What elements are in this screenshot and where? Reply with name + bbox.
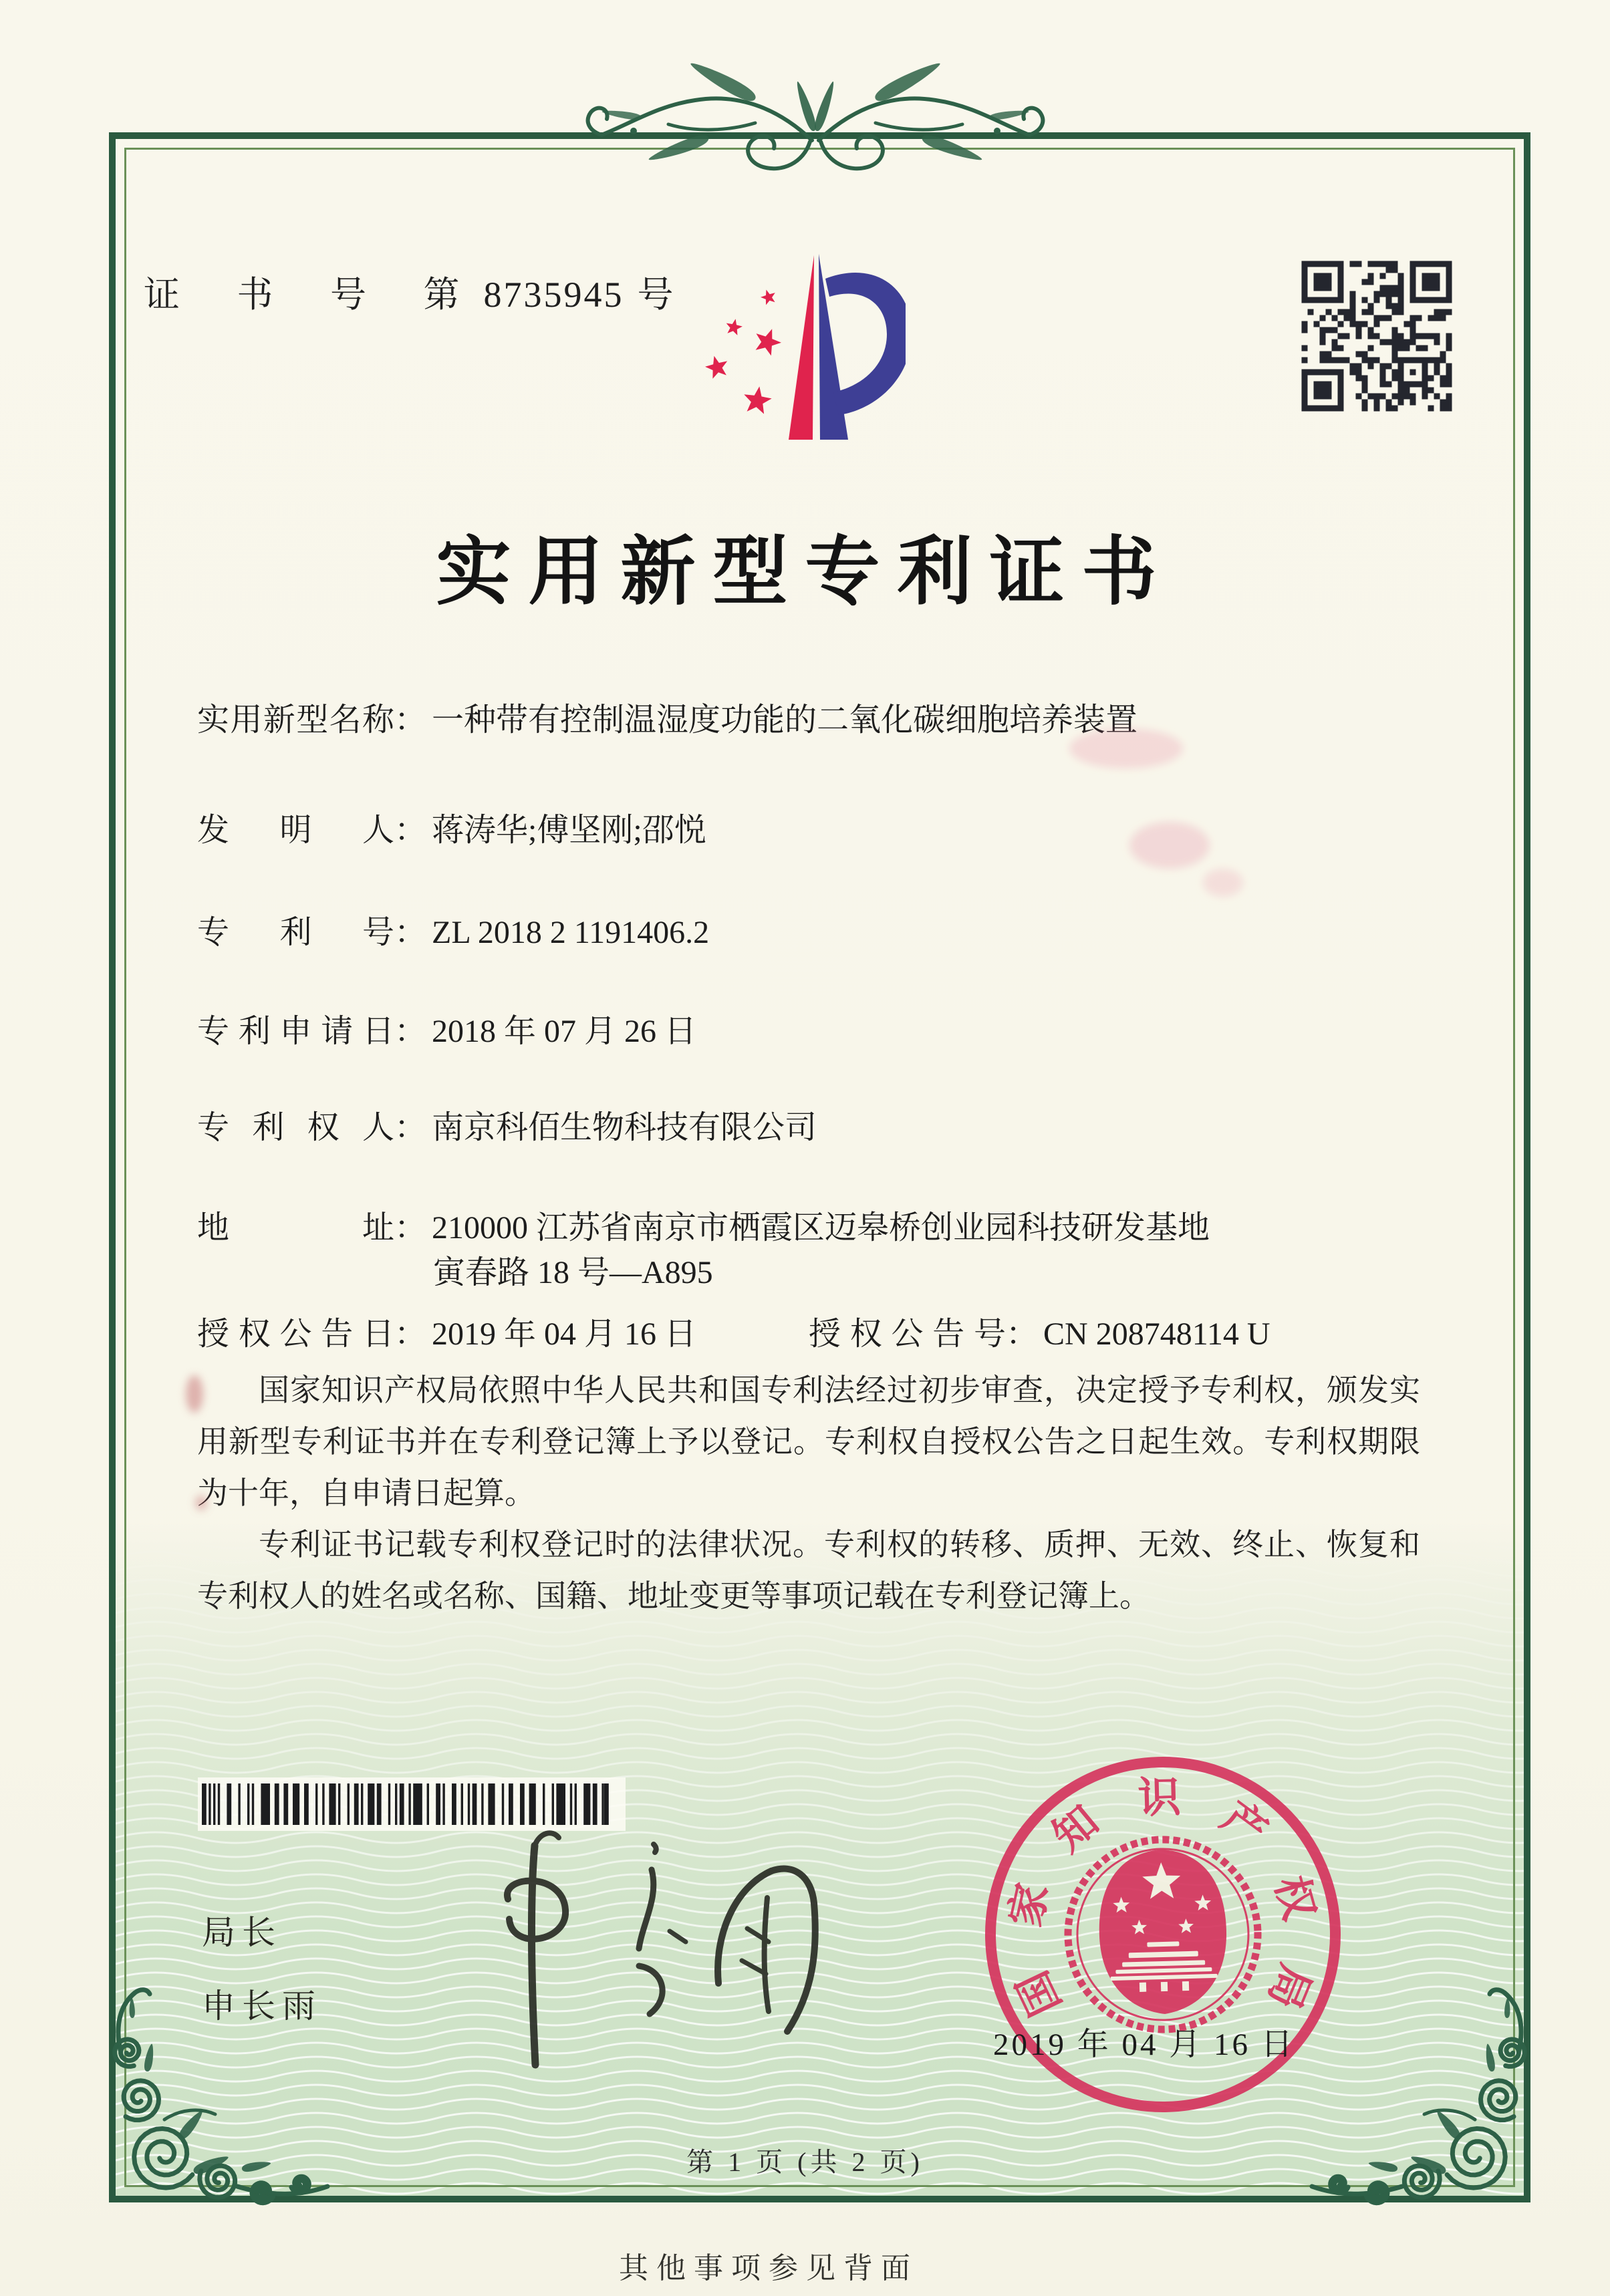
- field-label: 专利权人: [197, 1110, 394, 1145]
- legal-body-text: [197, 1365, 1420, 1622]
- legal-paragraph-2: 专利证书记载专利权登记时的法律状况。专利权的转移、质押、无效、终止、恢复和专利权人的姓名或名称、国籍、地址变更等事项记载在专利登记簿上。: [197, 1528, 1420, 1613]
- field-row-inventors: [197, 804, 706, 850]
- document-title: 实用新型专利证书: [436, 531, 1174, 614]
- svg-text:局: 局: [1259, 1958, 1320, 2016]
- field-label: 地址: [197, 1210, 394, 1246]
- field-value: 210000 江苏省南京市栖霞区迈皋桥创业园科技研发基地: [432, 1210, 1210, 1246]
- field-grant-number-group: [809, 1308, 1270, 1354]
- field-label: 实用新型名称: [197, 702, 394, 738]
- field-row-address: [197, 1201, 1210, 1248]
- field-row-patent-no: [197, 906, 709, 952]
- field-value: 2018 年 07 月 26 日: [432, 1014, 697, 1049]
- field-colon: ：: [394, 1014, 427, 1049]
- field-label: 授权公告号: [809, 1316, 1006, 1352]
- svg-text:权: 权: [1266, 1870, 1324, 1925]
- field-label: 发明人: [197, 813, 394, 848]
- svg-text:知: 知: [1044, 1797, 1107, 1861]
- certificate-number-suffix: 号: [637, 275, 674, 315]
- svg-text:国: 国: [1009, 1963, 1070, 2023]
- field-colon: ：: [1006, 1316, 1039, 1352]
- shen-changyu-signature: [454, 1798, 855, 2085]
- certificate-number: [144, 266, 674, 317]
- field-colon: ：: [394, 1210, 427, 1246]
- field-label: 专利号: [197, 915, 394, 950]
- svg-text:产: 产: [1212, 1792, 1276, 1856]
- field-label: 授权公告日: [197, 1316, 394, 1352]
- field-value: 蒋涛华;傅坚刚;邵悦: [432, 813, 706, 848]
- field-row-utility-name: [197, 694, 1137, 740]
- field-row-filing-date: [197, 1005, 696, 1051]
- legal-paragraph-1: 国家知识产权局依照中华人民共和国专利法经过初步审查，决定授予专利权，颁发实用新型专利证书并在专利登记簿上予以登记。专利权自授权公告之日起生效。专利权期限为十年，自申请日起算。: [197, 1373, 1420, 1510]
- svg-text:家: 家: [1001, 1878, 1057, 1931]
- field-value: 2019 年 04 月 16 日: [432, 1316, 697, 1352]
- field-row-patentee: [197, 1101, 817, 1147]
- svg-text:识: 识: [1137, 1773, 1182, 1822]
- qr-code: [1299, 258, 1455, 414]
- field-label: 专利申请日: [197, 1014, 394, 1049]
- field-value: 南京科佰生物科技有限公司: [432, 1110, 817, 1145]
- field-colon: ：: [394, 1110, 427, 1145]
- field-value: 一种带有控制温湿度功能的二氧化碳细胞培养装置: [432, 702, 1138, 738]
- cnipa-red-seal: [972, 1744, 1353, 2125]
- page-number: 第 1 页 (共 2 页): [686, 2147, 924, 2177]
- field-value: 寅春路 18 号—A895: [433, 1255, 713, 1290]
- field-colon: ：: [394, 915, 427, 950]
- issuer-name-label: 申长雨: [202, 1987, 322, 2025]
- logo-blue-bowl: [825, 273, 906, 415]
- field-value: CN 208748114 U: [1043, 1316, 1270, 1352]
- field-colon: ：: [394, 702, 427, 738]
- cnipa-logo-icon: [705, 249, 906, 449]
- issuer-title-label: 局长: [202, 1914, 282, 1951]
- field-colon: ：: [394, 1316, 427, 1352]
- certificate-number-value: 8735945: [483, 275, 624, 315]
- logo-stars-icon: [705, 290, 781, 414]
- field-value: ZL 2018 2 1191406.2: [432, 915, 710, 950]
- certificate-number-prefix: 证 书 号 第: [144, 275, 484, 315]
- back-side-note: 其他事项参见背面: [619, 2252, 918, 2285]
- seal-date: 2019 年 04 月 16 日: [993, 2027, 1295, 2062]
- field-row-address-line2: [433, 1246, 713, 1292]
- logo-red-cone: [789, 255, 814, 440]
- field-row-grant: [197, 1308, 1270, 1354]
- top-center-ornament: [561, 59, 1069, 202]
- field-colon: ：: [394, 813, 427, 848]
